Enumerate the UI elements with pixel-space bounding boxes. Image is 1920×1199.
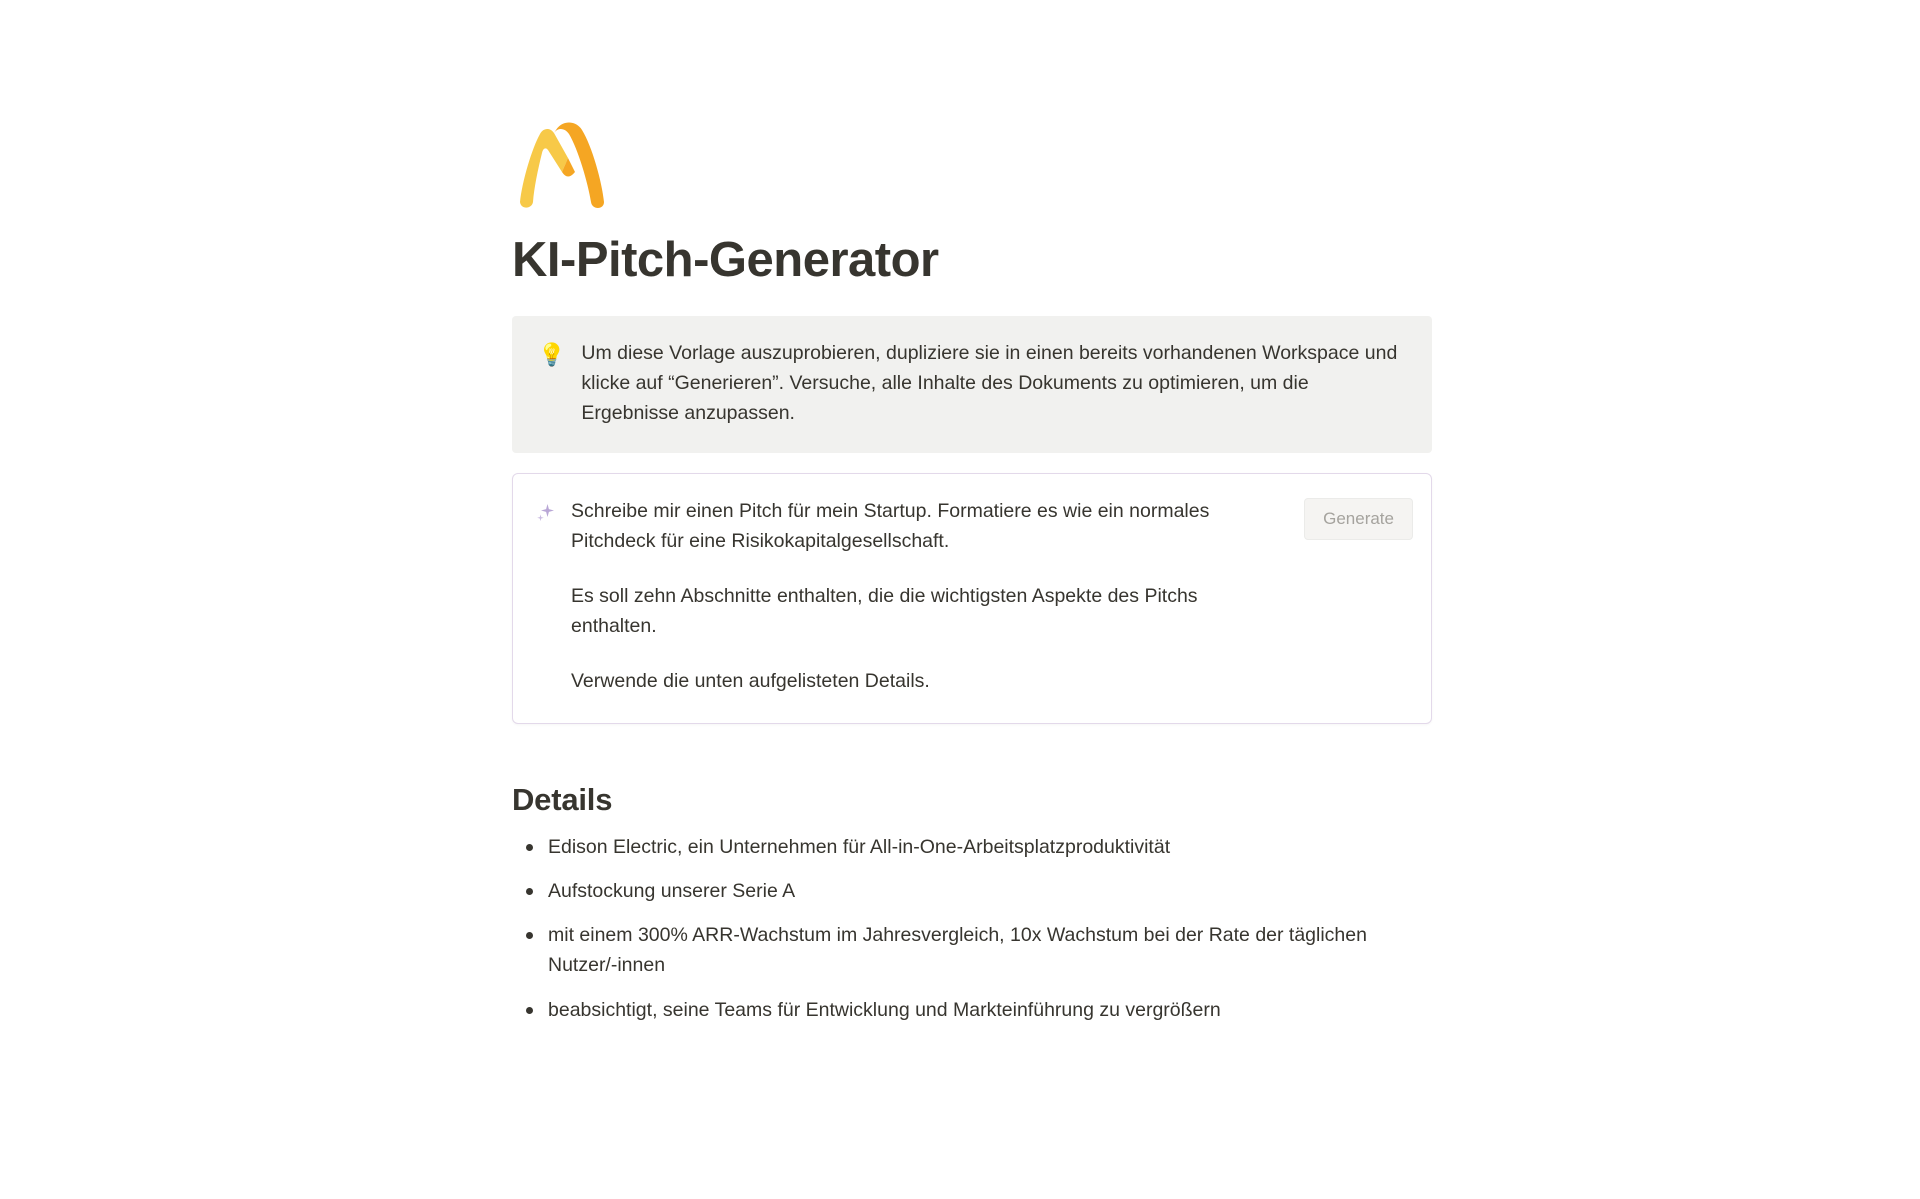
document-content (512, 120, 1432, 1039)
prompt-paragraph: Schreibe mir einen Pitch für mein Startup. Formatiere es wie ein normales Pitchdeck für eine Risikokapitalgesellschaft. (571, 499, 1210, 552)
list-item: mit einem 300% ARR-Wachstum im Jahresvergleich, 10x Wachstum bei der Rate der täglichen Nutzer/-innen (512, 920, 1432, 980)
details-list (512, 832, 1432, 1025)
prompt-paragraph: Verwende die unten aufgelisteten Details. (571, 670, 930, 693)
prompt-text-body[interactable] (571, 496, 1290, 697)
list-item: Aufstockung unserer Serie A (512, 876, 1432, 906)
info-callout (512, 316, 1432, 453)
lightbulb-icon: 💡 (538, 341, 566, 367)
mobbin-m-logo-icon (512, 120, 618, 212)
generate-button[interactable]: Generate (1304, 498, 1413, 540)
list-item: Edison Electric, ein Unternehmen für All-in-One-Arbeitsplatzproduktivität (512, 832, 1432, 862)
prompt-paragraph: Es soll zehn Abschnitte enthalten, die die wichtigsten Aspekte des Pitchs enthalten. (571, 584, 1198, 638)
ai-prompt-block[interactable] (512, 473, 1432, 724)
list-item: beabsichtigt, seine Teams für Entwicklung und Markteinführung zu vergrößern (512, 995, 1432, 1025)
ai-sparkle-icon (535, 502, 557, 524)
page-title: KI-Pitch-Generator (512, 233, 939, 287)
callout-text: Um diese Vorlage auszuprobieren, dupliziere sie in einen bereits vorhandenen Workspace und klicke auf “Generieren”. Versuche, alle Inhalte des Dokuments zu optimieren, um die Ergebnisse anzupassen. (581, 341, 1398, 425)
details-heading: Details (512, 781, 613, 817)
